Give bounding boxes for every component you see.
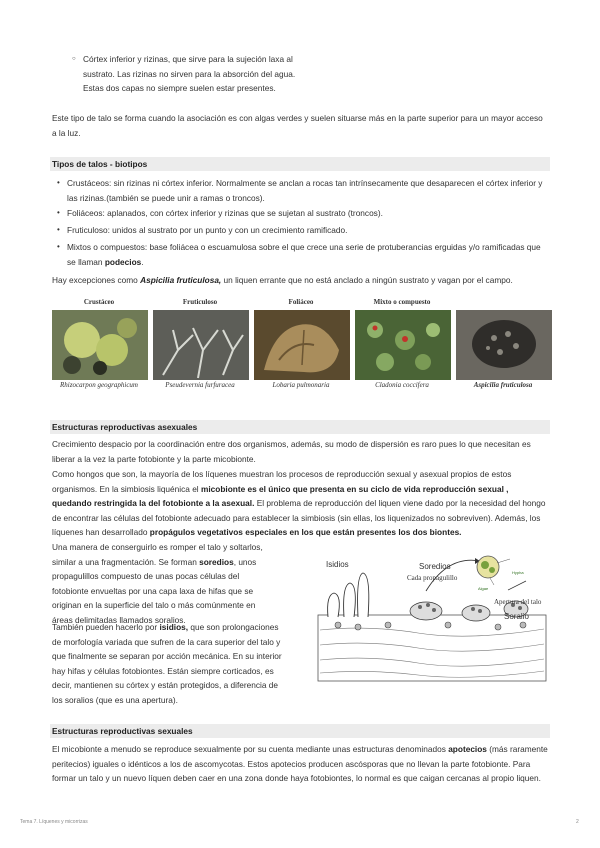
label-hypha: Hypha (512, 570, 524, 575)
footer-title: Tema 7. Líquenes y micorrizas (20, 819, 88, 825)
photo-aspicilia (456, 310, 552, 380)
soredios-term: soredios (199, 556, 234, 567)
figure-species-3: Cladonia coccifera (375, 381, 429, 389)
biotipo-text: Crustáceos: sin rizinas ni córtex inferior. Normalmente se anclan a rocas tan intrínsecamente que desaparecen el córtex inferior y las rizinas.(también se puede unir a ramas o troncos). (67, 178, 543, 203)
figure-label-mixto: Mixto o compuesto (373, 298, 431, 306)
asexual-p3-a: Una manera de conserguirlo es romper el talo y soltarlos, similar a una fragmentación. Se forman (52, 542, 263, 567)
biotipo-text: Fruticuloso: unidos al sustrato por un punto y con un crecimiento ramificado. (67, 225, 348, 235)
label-cada-propagulillo: Cada propagulillo (407, 574, 458, 582)
exception-paragraph (52, 273, 548, 288)
figure-label-fruticuloso: Fruticuloso (182, 298, 218, 306)
isidios-term: isidios, (159, 622, 189, 632)
asexual-p2-c: El problema de reproducción del liquen viene dado por la necesidad del hongo de encontrar las células del fotobionte adecuado para establecer la simbiosis (sin ellas, los liquenizados no sobreviven). Además, los líquenes han desarrollado (52, 498, 546, 537)
cortex-list-item (83, 52, 298, 96)
label-isidios: Isidios (326, 560, 349, 569)
cortex-item-text: Córtex inferior y rizinas, que sirve para la sujeción laxa al sustrato. Las rizinas no sirven para la absorción del agua. Estas dos capas no siempre suelen estar presentes. (83, 54, 296, 93)
exception-text: Hay excepciones como (52, 275, 141, 285)
photo-crustaceo (52, 310, 148, 380)
photo-mixto (355, 310, 451, 380)
biotipo-text: Foliáceos: aplanados, con córtex inferior y rizinas que se sujetan al sustrato (troncos). (67, 208, 383, 218)
sexual-p1-c: (más raramente peritecios) iguales o idénticos a los de ascomycotas. Estos apotecios producen ascósporas que no llevan la parte fotobionte. Para formar un talo y un nuevo líquen deben caer en una zona donde haya fotobiontes, lo normal es que caigan cercanas al propio liquen. (52, 744, 548, 783)
asexual-p4-a: También pueden hacerlo por (52, 622, 160, 632)
label-apertura: Apertura del talo (494, 598, 542, 606)
asexual-p4-c: que son prolongaciones de morfología variada que sufren de la cara superior del talo y que finalmente se separan por acción mecánica. En su interior hay hifas y células fotobiontes. Están siempre corticados, es decir, mantienen su córtex y están protegidos, a diferencia de los soralios (que es una apertura). (52, 622, 282, 705)
sexual-p1 (52, 742, 548, 786)
photo-fruticuloso (153, 310, 249, 380)
asexual-p1: Crecimiento despacio por la coordinación entre dos organismos, además, su modo de dispersión es raro pues lo que necesitan es liberar a la vez la parte fotobionte y la parte micobionte. (52, 439, 531, 464)
biotipo-text: Mixtos o compuestos: base foliácea o escuamulosa sobre el que crece una serie de protuberancias erguidas y/o ramificadas que se llaman (67, 242, 541, 267)
biotipo-item (67, 240, 545, 269)
page-number: 2 (576, 819, 579, 825)
biotipo-text-end: . (141, 256, 144, 267)
asexual-p2-b: micobionte es el único que presenta en su ciclo de vida reproducción sexual , quedando restringida la del fotobionte a la asexual. (52, 483, 509, 508)
apotecios-term: apotecios (448, 744, 487, 754)
figure-species-1: Pseudevernia furfuracea (165, 381, 235, 389)
figure-species-4: Aspicilia fruticulosa (473, 381, 533, 389)
exception-text-end: un liquen errante que no está anclado a ningún sustrato y vagan por el campo. (221, 275, 513, 285)
asexual-p4 (52, 620, 290, 707)
label-soredios: Soredios (419, 562, 451, 571)
figure-species-0: Rhizocarpon geographicum (60, 381, 138, 389)
asexual-p3 (52, 540, 274, 627)
exception-species: Aspicilia fruticulosa, (140, 275, 222, 285)
asexual-p2 (52, 467, 548, 540)
intro-paragraph: Este tipo de talo se forma cuando la asociación es con algas verdes y suelen situarse más en la parte superior para un mayor acceso a la luz. (52, 113, 543, 138)
figure-label-foliaceo: Foliáceo (288, 298, 314, 306)
asexual-p2-d: propágulos vegetativos especiales en los que están presentes los dos biontes. (149, 527, 462, 537)
section-sexual-title: Estructuras reproductivas sexuales (50, 724, 550, 738)
label-algae: Algae (478, 586, 489, 591)
section-asexual-title: Estructuras reproductivas asexuales (50, 420, 550, 434)
biotipo-item (67, 176, 545, 205)
section-biotipos-title: Tipos de talos - biotipos (50, 157, 550, 171)
figure-label-crustaceo: Crustáceo (83, 298, 115, 306)
asexual-p3-c: , unos propagulillos compuesto de unas pocas células del fotobionte envueltas por una capa laxa de hifas que se originan en la superficie del talo o más comúnmente en áreas delimitadas llamados soralios. (52, 556, 257, 625)
photo-foliaceo (254, 310, 350, 380)
podecios-term: podecios (104, 256, 142, 267)
asexual-p2-a: Como hongos que son, la mayoría de los líquenes muestran los procesos de reproducción sexual y asexual propios de estos organismos. En la simbiosis liquénica el (52, 469, 512, 494)
figure-species-2: Lobaria pulmonaria (272, 381, 330, 389)
label-soralio: Soralio (504, 612, 529, 621)
sexual-p1-a: El micobionte a menudo se reproduce sexualmente por su cuenta mediante unas estructuras denominados (52, 744, 449, 754)
biotipo-item (67, 206, 545, 221)
biotipo-item (67, 223, 545, 238)
